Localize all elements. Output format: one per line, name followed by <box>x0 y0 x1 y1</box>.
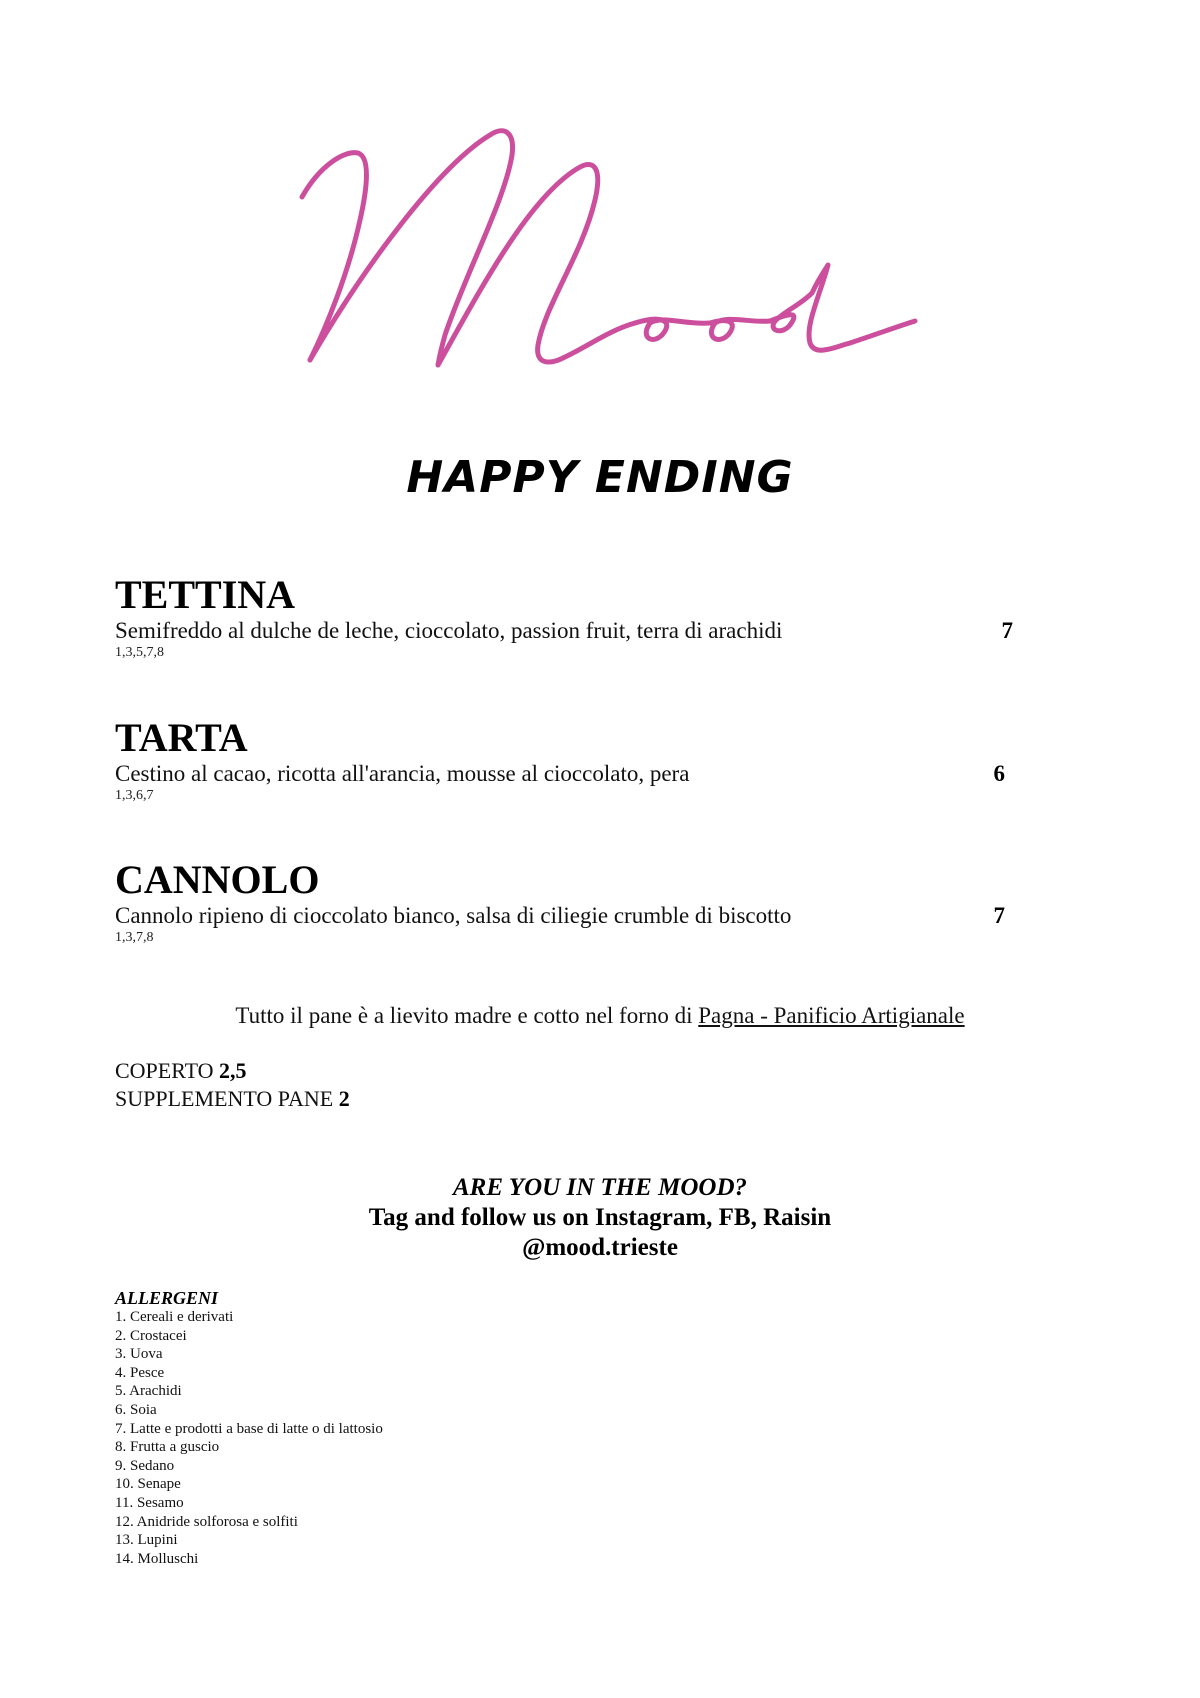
menu-item <box>115 573 1035 661</box>
allergen-item: 3. Uova <box>115 1346 163 1363</box>
social-block <box>0 1173 1200 1263</box>
menu-item <box>115 858 1035 946</box>
allergen-item: 10. Senape <box>115 1476 181 1493</box>
supplemento-line <box>115 1085 350 1113</box>
allergen-item: 8. Frutta a guscio <box>115 1439 220 1456</box>
social-question: ARE YOU IN THE MOOD? <box>452 1174 748 1201</box>
menu-item-allergens: 1,3,6,7 <box>115 788 154 803</box>
menu-item-description: Semifreddo al dulche de leche, cioccolato, passion fruit, terra di arachidi <box>115 618 783 643</box>
menu-item-name: TETTINA <box>115 572 296 617</box>
bread-note-text: Tutto il pane è a lievito madre e cotto nel forno di <box>235 1003 699 1028</box>
allergens-title: ALLERGENI <box>115 1288 219 1308</box>
allergens-list <box>115 1308 383 1568</box>
allergen-item: 12. Anidride solforosa e solfiti <box>115 1513 298 1530</box>
fees <box>115 1057 350 1113</box>
mood-logo <box>290 125 930 365</box>
bakery-link[interactable]: Pagna - Panificio Artigianale <box>698 1003 965 1028</box>
menu-item-price: 7 <box>993 903 1005 928</box>
allergen-item: 6. Soia <box>115 1401 157 1418</box>
menu-item-description: Cannolo ripieno di cioccolato bianco, salsa di ciliegie crumble di biscotto <box>115 903 792 928</box>
supplemento-label: SUPPLEMENTO PANE <box>115 1086 334 1111</box>
menu-item-name: TARTA <box>115 715 248 760</box>
allergen-item: 11. Sesamo <box>115 1494 184 1511</box>
coperto-line <box>115 1057 350 1085</box>
menu-item-name: CANNOLO <box>115 857 320 902</box>
coperto-label: COPERTO <box>115 1058 214 1083</box>
supplemento-value: 2 <box>338 1086 350 1111</box>
section-title: HAPPY ENDING <box>406 452 794 503</box>
menu-item-allergens: 1,3,7,8 <box>115 930 154 945</box>
social-handle: @mood.trieste <box>522 1234 678 1261</box>
menu-item-description: Cestino al cacao, ricotta all'arancia, mousse al cioccolato, pera <box>115 761 690 786</box>
allergen-item: 14. Molluschi <box>115 1550 199 1567</box>
bread-note <box>0 1003 1200 1029</box>
menu-item-allergens: 1,3,5,7,8 <box>115 645 164 660</box>
coperto-value: 2,5 <box>219 1058 247 1083</box>
menu-item-price: 6 <box>993 761 1005 786</box>
mood-script-logo-icon <box>290 125 930 365</box>
allergen-item: 2. Crostacei <box>115 1327 187 1344</box>
social-follow: Tag and follow us on Instagram, FB, Raisin <box>368 1204 832 1231</box>
allergen-item: 7. Latte e prodotti a base di latte o di lattosio <box>115 1420 383 1437</box>
allergens-legend <box>115 1288 383 1568</box>
allergen-item: 13. Lupini <box>115 1532 178 1549</box>
menu-item-price: 7 <box>1001 618 1013 643</box>
allergen-item: 5. Arachidi <box>115 1383 182 1400</box>
allergen-item: 1. Cereali e derivati <box>115 1309 234 1325</box>
menu-item <box>115 716 1035 804</box>
allergen-item: 4. Pesce <box>115 1364 165 1381</box>
allergen-item: 9. Sedano <box>115 1457 175 1474</box>
